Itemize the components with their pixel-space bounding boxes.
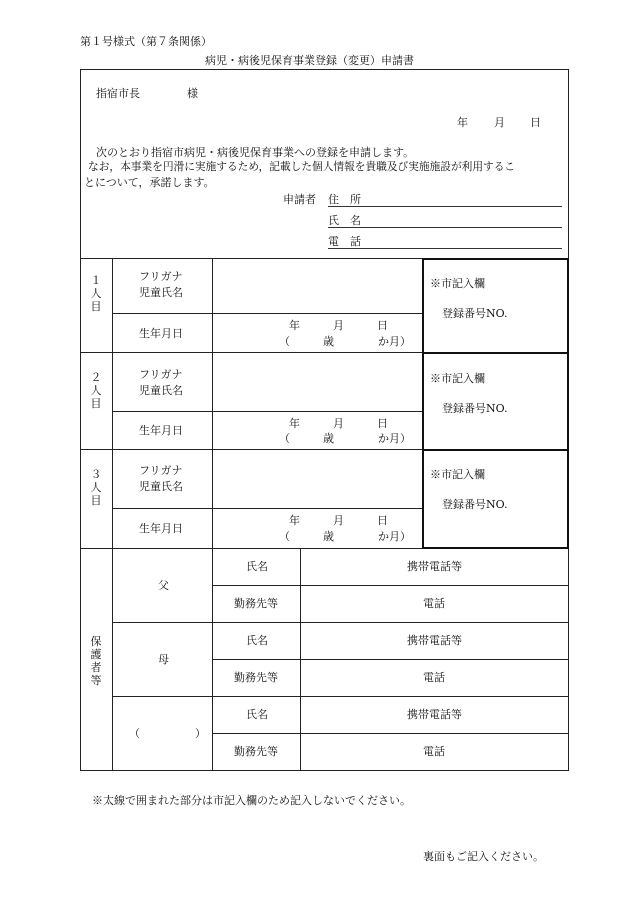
honorific: 様 (187, 87, 198, 100)
addressee: 指宿市長 (96, 87, 140, 100)
back-note: 裏面もご記入ください。 (423, 850, 544, 863)
child-2-label: ２人目 (90, 371, 102, 410)
child-1-reg-no: 登録番号NO. (442, 307, 508, 320)
child-2-dob-field[interactable]: 年 月 日 (289, 417, 388, 430)
child-3-reg-no: 登録番号NO. (442, 498, 508, 511)
name-label: 氏 名 (328, 214, 361, 227)
guardian-1-work-label: 勤務先等 (234, 597, 278, 610)
child-2-name-field[interactable] (214, 354, 420, 410)
guardian-2-mobile-label[interactable]: 携帯電話等 (407, 634, 462, 647)
child-3-furigana-label: フリガナ (139, 464, 183, 477)
guardian-3-mobile-label[interactable]: 携帯電話等 (407, 708, 462, 721)
child-3-age-field[interactable]: （ 歳 か月） (279, 530, 411, 543)
address-field[interactable] (328, 206, 562, 207)
date-year: 年 (457, 116, 468, 129)
guardians-label: 保護者等 (90, 635, 102, 687)
child-1-dob-field[interactable]: 年 月 日 (289, 319, 388, 332)
child-1-name-field[interactable] (214, 260, 420, 312)
address-label: 住 所 (328, 193, 361, 206)
paragraph-1: 次のとおり指宿市病児・病後児保育事業への登録を申請します。 (96, 146, 415, 159)
guardian-2-work-label: 勤務先等 (234, 671, 278, 684)
guardian-1-name-label: 氏名 (246, 560, 268, 573)
date-day: 日 (530, 116, 541, 129)
child-3-label: ３人目 (90, 468, 102, 507)
guardian-3-relation[interactable]: （ ） (129, 727, 206, 740)
child-2-age-field[interactable]: （ 歳 か月） (279, 432, 411, 445)
child-2-dob-label: 生年月日 (139, 424, 183, 437)
form-title: 病児・病後児保育事業登録（変更）申請書 (205, 54, 414, 67)
paragraph-2-cont: とについて，承諾します。 (84, 176, 215, 189)
child-1-furigana-label: フリガナ (139, 270, 183, 283)
child-3-name-label: 児童氏名 (139, 480, 183, 493)
child-3-name-field[interactable] (214, 451, 420, 507)
city-box-1 (422, 258, 569, 354)
child-3-dob-label: 生年月日 (139, 522, 183, 535)
guardian-3-work-label: 勤務先等 (234, 745, 278, 758)
guardian-2-relation: 母 (158, 653, 169, 666)
child-1-label: １人目 (90, 274, 102, 313)
date-month: 月 (494, 116, 505, 129)
guardian-1-mobile-label[interactable]: 携帯電話等 (407, 560, 462, 573)
child-1-age-field[interactable]: （ 歳 か月） (279, 335, 411, 348)
guardian-2-name-label: 氏名 (246, 634, 268, 647)
child-1-city-title: ※市記入欄 (430, 277, 485, 290)
child-1-dob-label: 生年月日 (139, 327, 183, 340)
guardian-3-name-label: 氏名 (246, 708, 268, 721)
guardian-3-phone-label[interactable]: 電話 (423, 745, 445, 758)
paragraph-2: なお，本事業を円滑に実施するため，記載した個人情報を貴職及び実施施設が利用するこ (88, 160, 516, 173)
child-2-city-title: ※市記入欄 (430, 372, 485, 385)
footer-note: ※太線で囲まれた部分は市記入欄のため記入しないでください。 (92, 794, 411, 807)
child-2-furigana-label: フリガナ (139, 368, 183, 381)
form-number: 第１号様式（第７条関係） (80, 35, 212, 48)
phone-label: 電 話 (328, 235, 361, 248)
guardian-1-relation: 父 (158, 579, 169, 592)
applicant-label: 申請者 (283, 193, 316, 206)
child-2-name-label: 児童氏名 (139, 384, 183, 397)
child-2-reg-no: 登録番号NO. (442, 402, 508, 415)
child-1-name-label: 児童氏名 (139, 286, 183, 299)
child-3-dob-field[interactable]: 年 月 日 (289, 514, 388, 527)
child-3-city-title: ※市記入欄 (430, 468, 485, 481)
guardian-1-phone-label[interactable]: 電話 (423, 597, 445, 610)
applicant-name-field[interactable] (328, 227, 562, 228)
applicant-phone-field[interactable] (328, 248, 562, 249)
guardian-2-phone-label[interactable]: 電話 (423, 671, 445, 684)
